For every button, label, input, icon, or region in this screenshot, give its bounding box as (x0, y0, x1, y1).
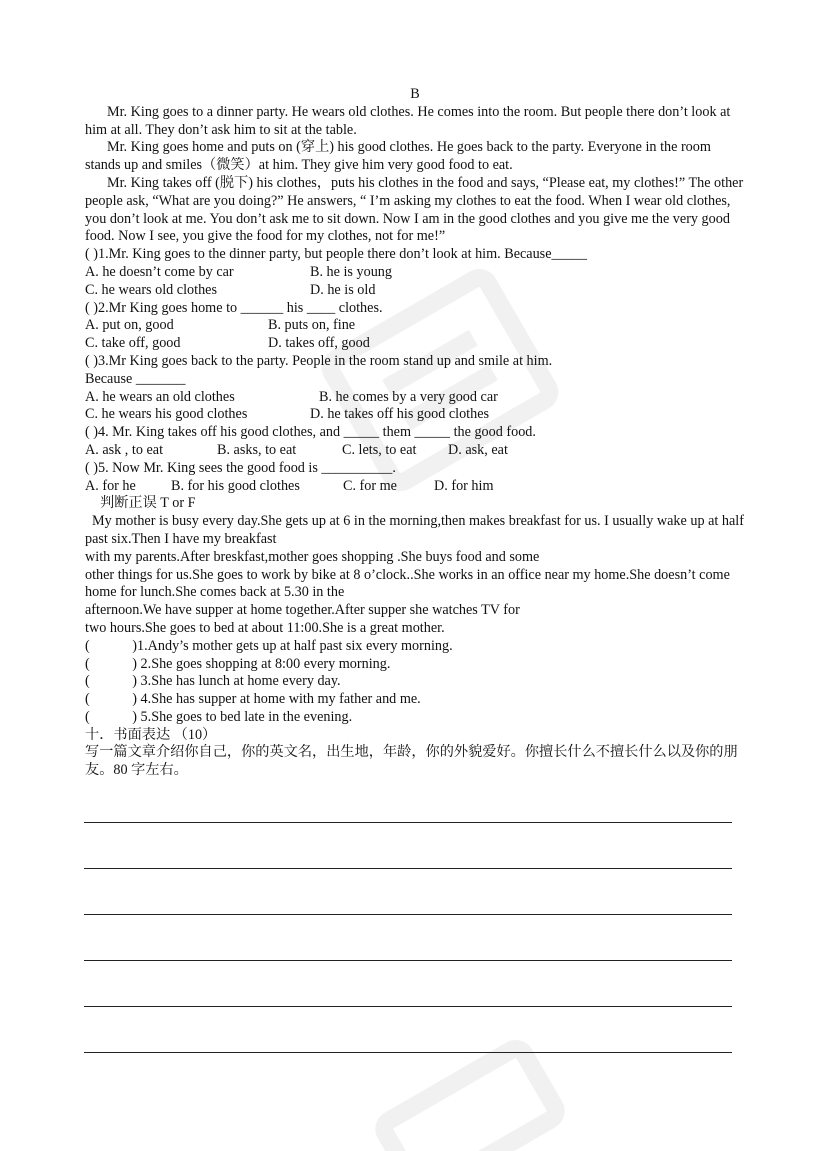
tf-statement: ( ) 3.She has lunch at home every day. (85, 673, 341, 690)
option: C. lets, to eat (342, 441, 417, 458)
question-stem: ( )1.Mr. King goes to the dinner party, but people there don’t look at him. Because_____ (85, 246, 587, 263)
document-body (85, 86, 745, 780)
writing-line (84, 822, 732, 823)
option: B. puts on, fine (268, 317, 356, 334)
option-row (85, 406, 745, 424)
writing-line (84, 914, 732, 915)
writing-line (84, 1052, 732, 1053)
tf-heading: 判断正误 T or F (100, 495, 196, 512)
tf-statement: ( ) 4.She has supper at home with my father and me. (85, 691, 421, 708)
writing-line (84, 868, 732, 869)
option: A. ask , to eat (85, 441, 164, 458)
option-row (85, 317, 745, 335)
tf-passage-line: with my parents.After breskfast,mother goes shopping .She buys food and some (85, 548, 540, 565)
option-row (85, 442, 745, 460)
option: A. he wears an old clothes (85, 388, 235, 405)
question-stem: ( )4. Mr. King takes off his good clothes, and _____ them _____ the good food. (85, 424, 536, 441)
option: D. takes off, good (268, 335, 370, 352)
tf-statement: ( ) 2.She goes shopping at 8:00 every morning. (85, 655, 391, 672)
writing-lines (84, 822, 732, 1098)
option: B. he comes by a very good car (319, 388, 498, 405)
option: D. he is old (310, 281, 376, 298)
question-stem: ( )5. Now Mr. King sees the good food is __________. (85, 459, 396, 476)
option: D. he takes off his good clothes (310, 406, 490, 423)
passage-paragraph: Mr. King takes off (脱下) his clothes，puts his clothes in the food and says, “Please eat, my clothes!” The other people ask, “What are you doing?” He answers, “ I’m asking my clothes to eat the food. When I wear old clothes, you don’t look at me. You don’t ask me to sit down. Now I am in the good clothes and you give me the very good food. Now I see, you give the food for my clothes, not for me!” (85, 174, 744, 245)
option: B. asks, to eat (217, 441, 297, 458)
tf-passage-line: afternoon.We have supper at home together.After supper she watches TV for (85, 602, 520, 619)
passage-paragraph: Mr. King goes to a dinner party. He wears old clothes. He comes into the room. But people there don’t look at him at all. They don’t ask him to sit at the table. (85, 103, 731, 138)
option-row (85, 389, 745, 407)
writing-heading: 十．书面表达 （10） (85, 726, 217, 743)
passage-paragraph: Mr. King goes home and puts on (穿上) his good clothes. He goes back to the party. Everyone in the room stands up and smiles（微笑）at him. They give him very good food to eat. (85, 139, 711, 174)
option: A. for he (85, 477, 136, 494)
option-row (85, 264, 745, 282)
question-stem: ( )3.Mr King goes back to the party. People in the room stand up and smile at him. (85, 352, 553, 369)
tf-statement: ( )1.Andy’s mother gets up at half past six every morning. (85, 637, 453, 654)
option: B. he is young (310, 263, 392, 280)
option: B. for his good clothes (171, 477, 300, 494)
writing-line (84, 1006, 732, 1007)
option: A. put on, good (85, 317, 174, 334)
question-stem: ( )2.Mr King goes home to ______ his ____ clothes. (85, 299, 383, 316)
writing-prompt: 写一篇文章介绍你自己，你的英文名，出生地，年龄，你的外貌爱好。你擅长什么不擅长什么以及你的朋友。80 字左右。 (85, 744, 738, 779)
option: A. he doesn’t come by car (85, 263, 234, 280)
option-row (85, 335, 745, 353)
tf-passage-line: two hours.She goes to bed at about 11:00.She is a great mother. (85, 619, 445, 636)
question-stem-continued: Because _______ (85, 370, 186, 387)
option: C. take off, good (85, 335, 181, 352)
option: C. he wears his good clothes (85, 406, 248, 423)
tf-passage-line: My mother is busy every day.She gets up at 6 in the morning,then makes breakfast for us. I usually wake up at half past six.Then I have my breakfast (85, 513, 744, 547)
option-row (85, 282, 745, 300)
tf-passage-line: other things for us.She goes to work by bike at 8 o’clock..She works in an office near my home.She doesn’t come home for lunch.She comes back at 5.30 in the (85, 566, 730, 601)
option-row (85, 478, 745, 496)
option: D. for him (434, 477, 494, 494)
passage-title: B (410, 86, 420, 102)
option: C. he wears old clothes (85, 281, 217, 298)
tf-statement: ( ) 5.She goes to bed late in the evening. (85, 708, 353, 725)
option: C. for me (343, 477, 397, 494)
option: D. ask, eat (448, 441, 508, 458)
writing-line (84, 960, 732, 961)
